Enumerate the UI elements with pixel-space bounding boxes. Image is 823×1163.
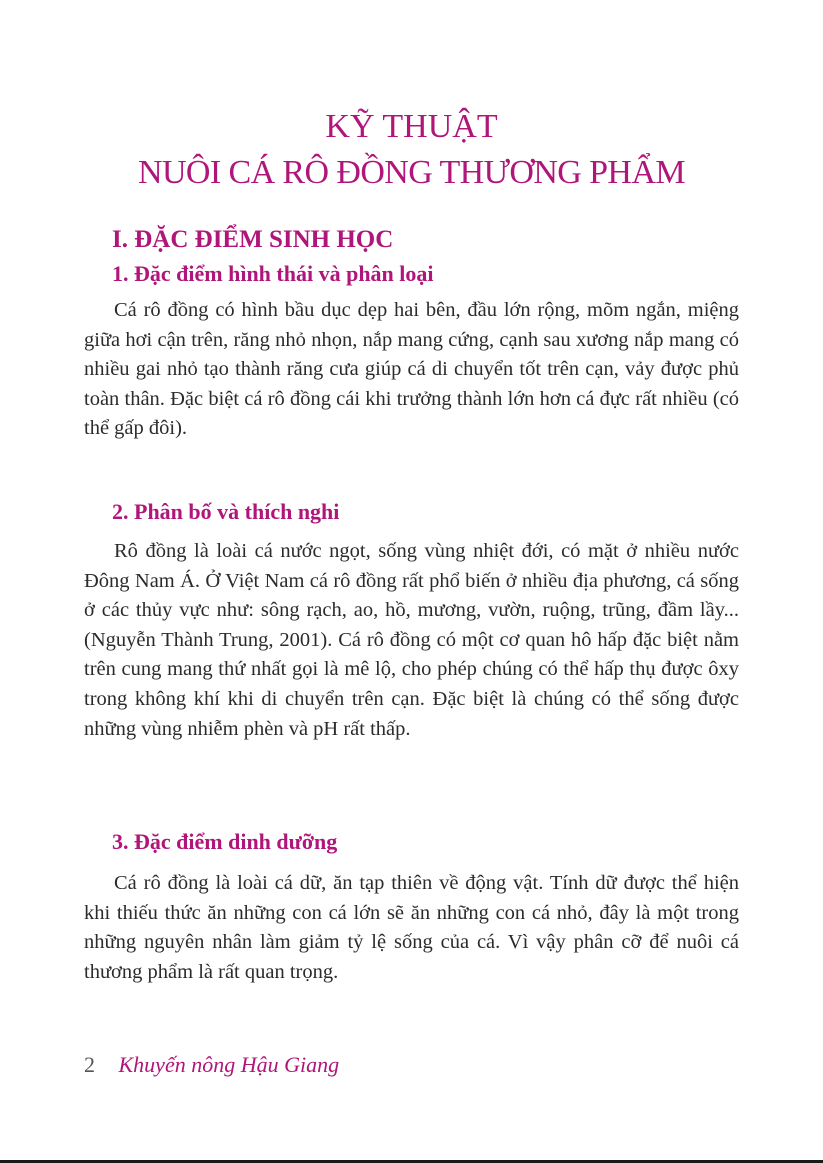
page-number: 2 (84, 1052, 95, 1077)
subsection-heading-morphology: 1. Đặc điểm hình thái và phân loại (112, 261, 434, 286)
subsection-heading-nutrition: 3. Đặc điểm dinh dưỡng (112, 829, 338, 854)
paragraph-distribution: Rô đồng là loài cá nước ngọt, sống vùng nhiệt đới, có mặt ở nhiều nước Đông Nam Á. Ở Việt Nam cá rô đồng rất phổ biến ở nhiều địa phương, cá sống ở các thủy vực như: sông rạch, ao, hồ, mương, vườn, ruộng, trũng, đầm lầy... (Nguyễn Thành Trung, 2001). Cá rô đồng có một cơ quan hô hấp đặc biệt nằm trên cung mang thứ nhất gọi là mê lộ, cho phép chúng có thể hấp thụ được ôxy trong không khí khi di chuyển trên cạn. Đặc biệt là chúng có thể sống được những vùng nhiễm phèn và pH rất thấp. (84, 540, 739, 740)
section-heading: I. ĐẶC ĐIỂM SINH HỌC (112, 226, 394, 253)
document-title-line-1: KỸ THUẬT (325, 108, 498, 145)
paragraph-morphology: Cá rô đồng có hình bầu dục dẹp hai bên, đầu lớn rộng, mõm ngắn, miệng giữa hơi cận trên, răng nhỏ nhọn, nắp mang cứng, cạnh sau xương nắp mang có nhiều gai nhỏ tạo thành răng cưa giúp cá di chuyển tốt trên cạn, vảy được phủ toàn thân. Đặc biệt cá rô đồng cái khi trưởng thành lớn hơn cá đực rất nhiều (có thể gấp đôi). (84, 299, 739, 440)
paragraph-nutrition: Cá rô đồng là loài cá dữ, ăn tạp thiên về động vật. Tính dữ được thể hiện khi thiếu thức ăn những con cá lớn sẽ ăn những con cá nhỏ, đây là một trong những nguyên nhân làm giảm tỷ lệ sống của cá. Vì vậy phân cỡ để nuôi cá thương phẩm là rất quan trọng. (84, 872, 739, 983)
document-title-line-2: NUÔI CÁ RÔ ĐỒNG THƯƠNG PHẨM (138, 154, 685, 191)
running-title: Khuyến nông Hậu Giang (118, 1052, 340, 1077)
page-footer (84, 1052, 339, 1078)
subsection-heading-distribution: 2. Phân bố và thích nghi (112, 499, 340, 524)
